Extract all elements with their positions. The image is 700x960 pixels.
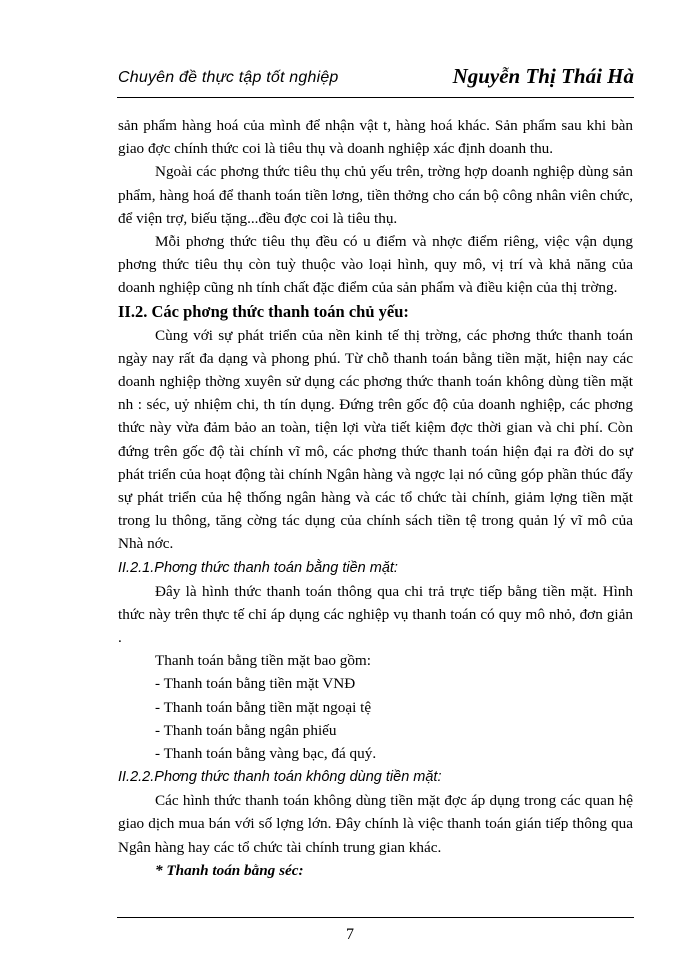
paragraph: Mỗi phơng thức tiêu thụ đều có u điểm và nhợc điểm riêng, việc vận dụng phơng thức tiêu thụ còn tuỳ thuộc vào loại hình, quy mô, vị trí và khả năng của doanh nghiệp cũng nh tính chất đặc điểm của sản phẩm và điều kiện của thị trờng.: [118, 233, 633, 297]
list-item: - Thanh toán bằng vàng bạc, đá quý.: [155, 745, 377, 763]
list-item: - Thanh toán bằng tiền mặt ngoại tệ: [155, 698, 372, 716]
subsection-heading: II.2.1.Phơng thức thanh toán bằng tiền mặt:: [118, 559, 398, 576]
header-rule: [117, 97, 634, 98]
paragraph: Cùng với sự phát triển của nền kinh tế thị trờng, các phơng thức thanh toán ngày nay rất đa dạng và phong phú. Từ chỗ thanh toán bằng tiền mặt, hiện nay các doanh nghiệp thờng xuyên sử dụng các phơng thức thanh toán không dùng tiền mặt nh : séc, uỷ nhiệm chi, th tín dụng. Đứng trên gốc độ của doanh nghiệp, các phơng thức này vừa đảm bảo an toàn, tiện lợi vừa tiết kiệm đợc thời gian và chi phí. Còn đứng trên gốc độ tài chính vĩ mô, các phơng thức thanh toán hiện đại ra đời do sự phát triển của hoạt động tài chính Ngân hàng và ngợc lại nó cũng góp phần thúc đẩy sự phát triển của hệ thống ngân hàng và các tổ chức tài chính, giảm lợng tiền mặt trong lu thông, tăng cờng tác dụng của chính sách tiền tệ trong quản lý vĩ mô của Nhà nớc.: [118, 326, 633, 553]
paragraph: sản phẩm hàng hoá của mình để nhận vật t, hàng hoá khác. Sản phẩm sau khi bàn giao đợc chính thức coi là tiêu thụ và doanh nghiệp xác định doanh thu.: [118, 117, 633, 158]
page-number: 7: [346, 926, 354, 943]
list-item: - Thanh toán bằng tiền mặt VNĐ: [155, 675, 356, 693]
subsection-heading: II.2.2.Phơng thức thanh toán không dùng tiền mặt:: [118, 769, 442, 786]
header-document-title: Chuyên đề thực tập tốt nghiệp: [118, 69, 339, 86]
paragraph: Ngoài các phơng thức tiêu thụ chủ yếu trên, trờng hợp doanh nghiệp dùng sản phẩm, hàng hoá để thanh toán tiền lơng, tiền thởng cho cán bộ công nhân viên chức, để viện trợ, biếu tặng...đều đợc coi là tiêu thụ.: [118, 163, 633, 227]
paragraph: Đây là hình thức thanh toán thông qua chi trả trực tiếp bằng tiền mặt. Hình thức này trên thực tế chỉ áp dụng các nghiệp vụ thanh toán có quy mô nhỏ, đơn giản .: [118, 582, 633, 647]
header-author-name: Nguyễn Thị Thái Hà: [452, 64, 634, 88]
item-heading: * Thanh toán bằng séc:: [155, 861, 304, 879]
section-heading: II.2. Các phơng thức thanh toán chủ yếu:: [118, 301, 409, 321]
paragraph: Các hình thức thanh toán không dùng tiền mặt đợc áp dụng trong các quan hệ giao dịch mua bán với số lợng lớn. Đây chính là việc thanh toán gián tiếp thông qua Ngân hàng hay các tổ chức tài chính trung gian khác.: [118, 792, 633, 856]
paragraph: Thanh toán bằng tiền mặt bao gồm:: [155, 652, 371, 670]
footer-rule: [117, 917, 634, 918]
list-item: - Thanh toán bằng ngân phiếu: [155, 721, 337, 739]
payment-list: [118, 672, 633, 765]
page-body: [118, 114, 633, 882]
